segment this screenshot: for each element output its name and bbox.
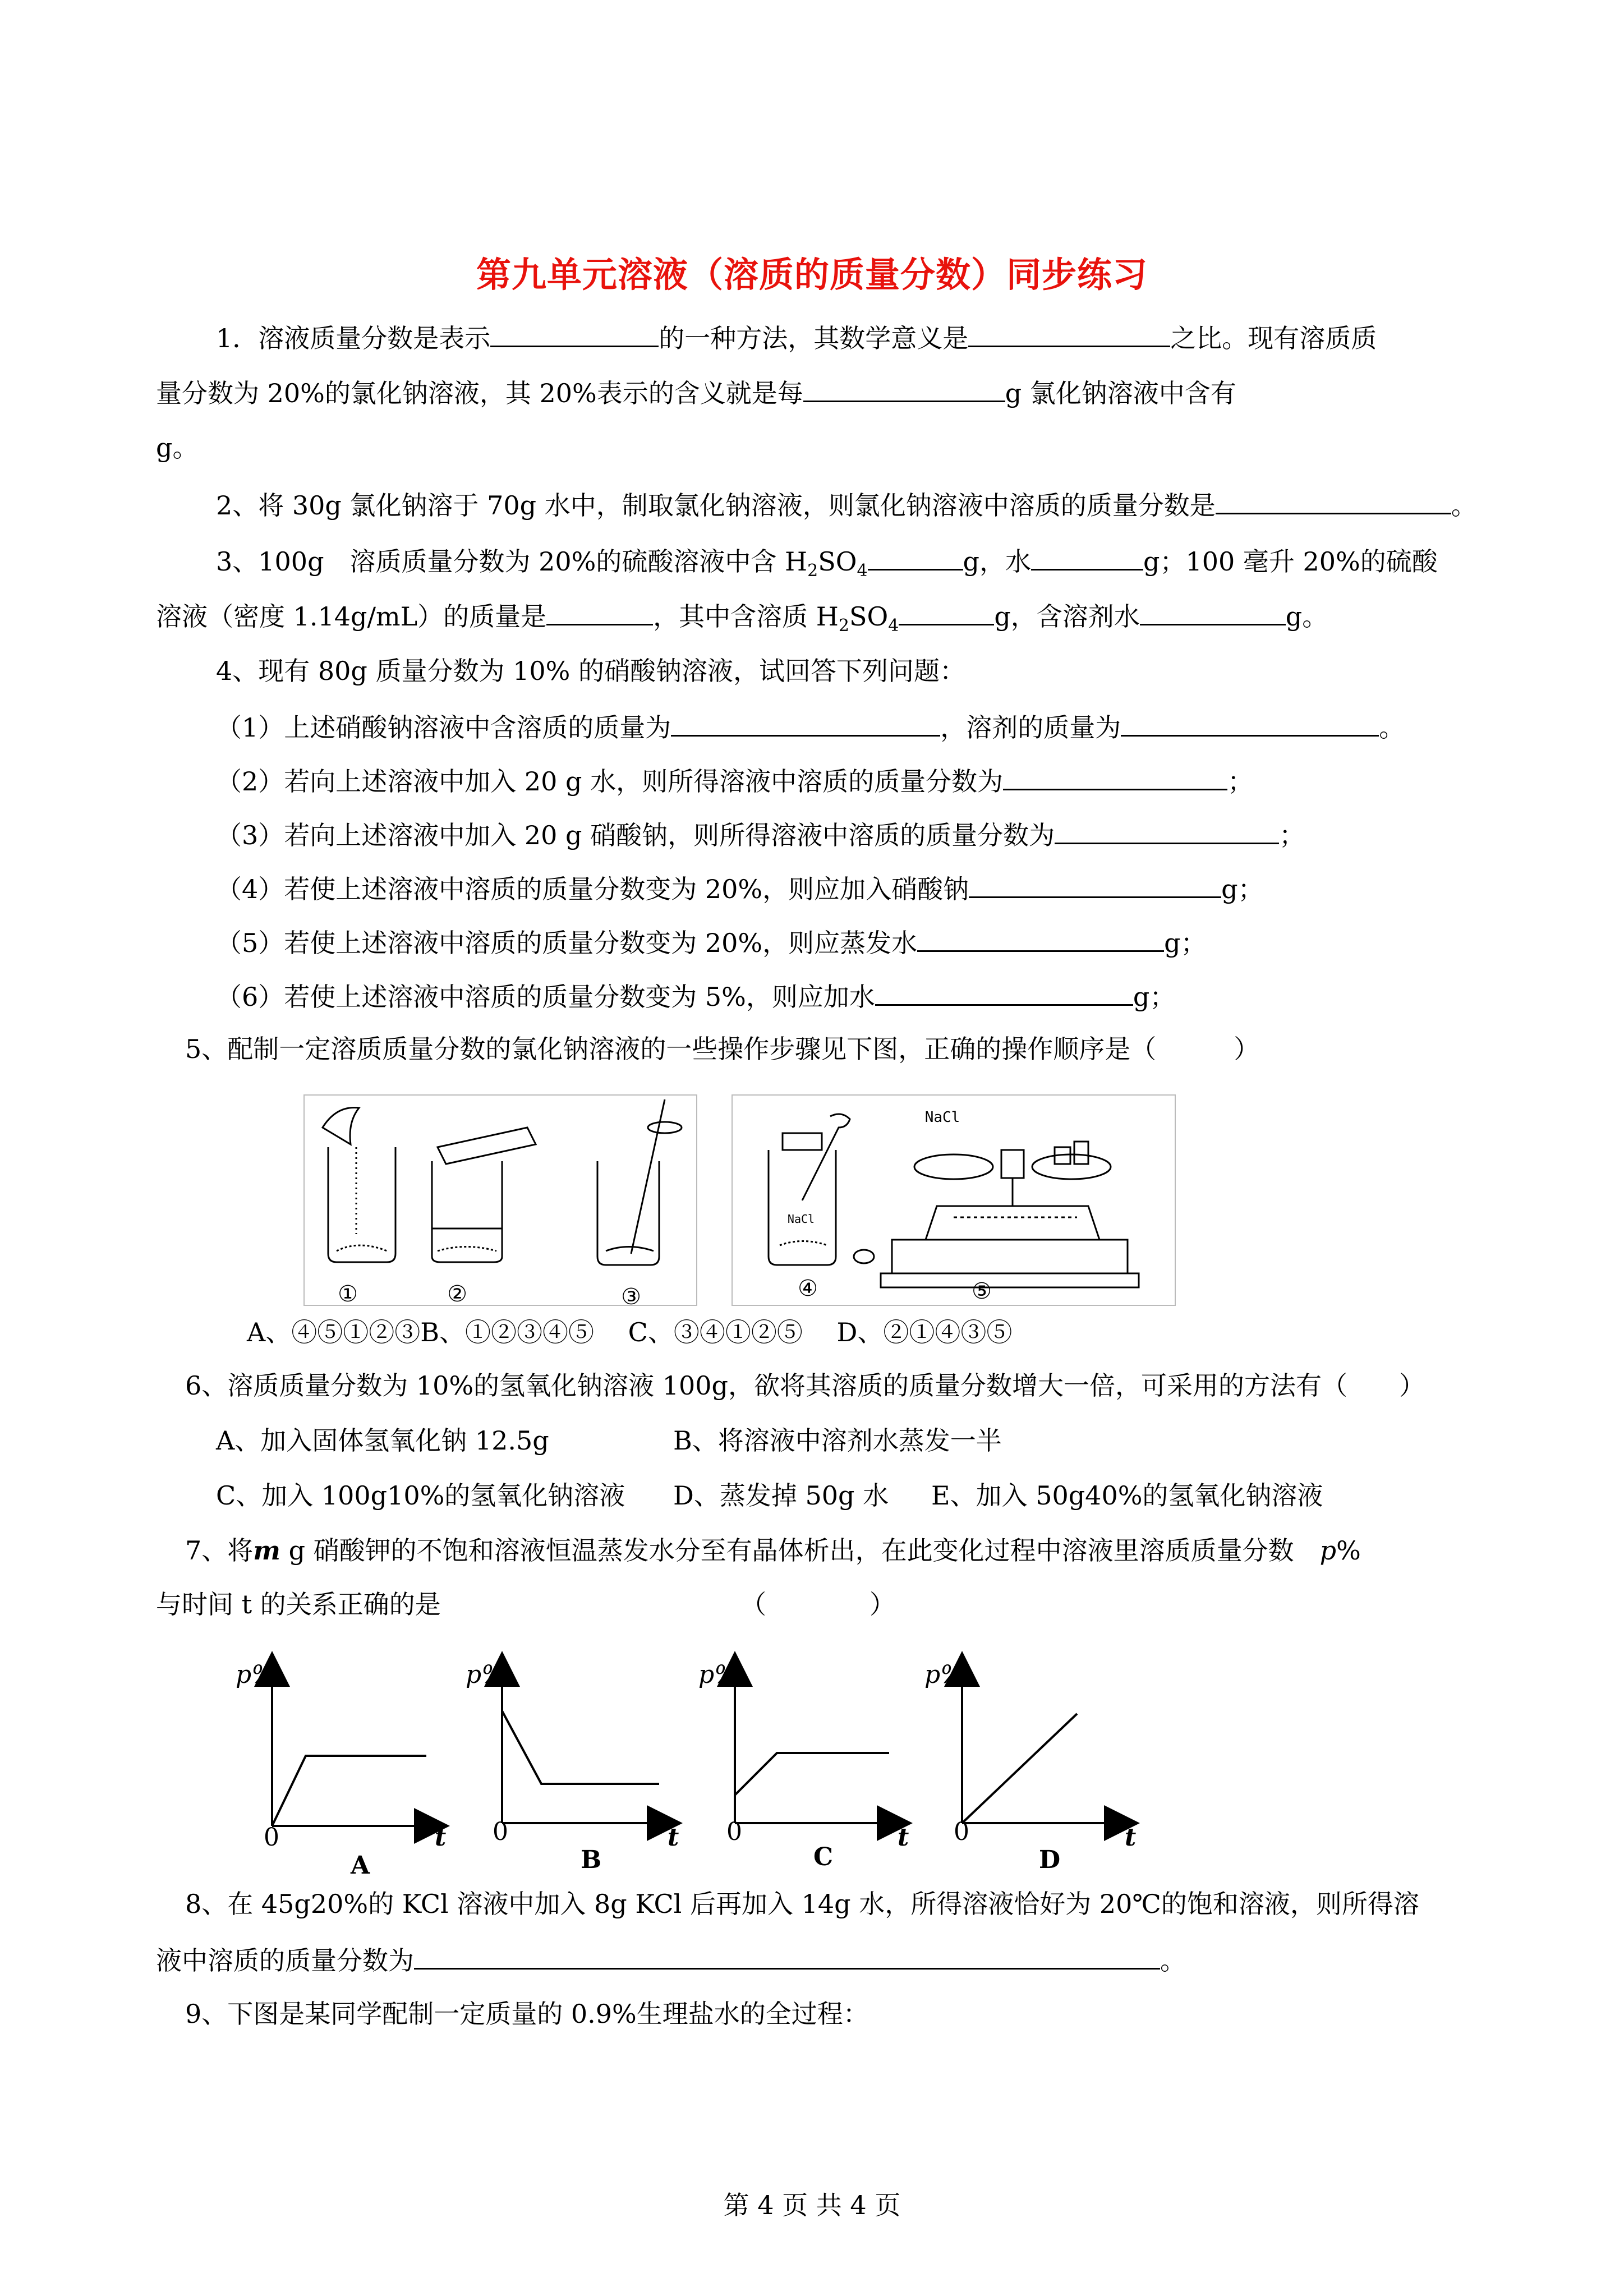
q7-line2: 与时间 t 的关系正确的是: [156, 1589, 441, 1619]
blank: [1055, 817, 1279, 844]
q6-option-b: B、将溶液中溶剂水蒸发一半: [673, 1425, 1002, 1456]
figure-label-5: ⑤: [972, 1278, 992, 1304]
blank: [1216, 487, 1451, 514]
graph-b-curve: [502, 1711, 659, 1784]
q7-graphs: [224, 1644, 1178, 1885]
graph-a-origin: 0: [264, 1823, 279, 1852]
q5-panel-left: [304, 1095, 697, 1305]
balance-scale-icon: [881, 1142, 1139, 1287]
q7-paren: （ ）: [740, 1589, 895, 1619]
page-title: 第九单元溶液（溶质的质量分数）同步练习: [476, 254, 1148, 295]
q6-options-row2: [216, 1479, 625, 1512]
graph-c-ylabel: p%: [698, 1660, 738, 1689]
q6-option-d: D、蒸发掉 50g 水: [673, 1480, 889, 1511]
blank: [546, 598, 653, 625]
q5-stem: 5、配制一定溶质质量分数的氯化钠溶液的一些操作步骤见下图，正确的操作顺序是（ ）: [185, 1034, 1260, 1064]
q7-line1: 7、将m g 硝酸钾的不饱和溶液恒温蒸发水分至有晶体析出，在此变化过程中溶液里溶质质量分数 p%: [185, 1535, 1361, 1566]
graph-c-curve: [735, 1753, 889, 1795]
q3-line1: 3、100g 溶质质量分数为 20%的硫酸溶液中含 $H_2SO_4$ g，水 g；100 毫升 20%的硫酸: [216, 543, 1438, 588]
q2-line: 2、将 30g 氯化钠溶于 70g 水中，制取氯化钠溶液，则氯化钠溶液中溶质的质量分数是 。: [216, 487, 1477, 522]
q1-line1: 1．溶液质量分数是表示 的一种方法，其数学意义是 之比。现有溶质质: [216, 320, 1377, 355]
q4-sub6: （6）若使上述溶液中溶质的质量分数变为 5%，则应加水 g；: [216, 978, 1175, 1014]
q5-options: A、④⑤①②③B、①②③④⑤ C、③④①②⑤ D、②①④③⑤: [247, 1317, 1013, 1347]
blank: [1140, 598, 1286, 625]
graph-d-origin: 0: [954, 1818, 969, 1846]
q6-stem: 6、溶质质量分数为 10%的氢氧化钠溶液 100g，欲将其溶质的质量分数增大一倍，可采用的方法有（ ）: [185, 1370, 1425, 1401]
blank: [969, 871, 1221, 898]
beaker-stir-icon: [597, 1099, 682, 1265]
beaker-pour-solid-icon: [323, 1107, 395, 1262]
graph-b-origin: 0: [493, 1818, 508, 1846]
graph-a-ylabel: p%: [236, 1660, 275, 1689]
figure-label-4: ④: [798, 1276, 818, 1301]
q8-line2: 液中溶质的质量分数为 。: [156, 1942, 1186, 1977]
q4-sub3: （3）若向上述溶液中加入 20 g 硝酸钠，则所得溶液中溶质的质量分数为 ；: [216, 817, 1305, 852]
q9-stem: 9、下图是某同学配制一定质量的 0.9%生理盐水的全过程：: [185, 1999, 869, 2029]
beaker-pour-water-icon: [432, 1128, 536, 1262]
graph-d-label: D: [1039, 1846, 1061, 1874]
graph-c-xlabel: t: [898, 1823, 909, 1852]
figure-label-3: ③: [621, 1284, 641, 1310]
q8-line1: 8、在 45g20%的 KCl 溶液中加入 8g KCl 后再加入 14g 水，所得溶液恰好为 20℃的饱和溶液，则所得溶: [185, 1889, 1419, 1919]
bottle-nacl-label: NaCl: [787, 1212, 815, 1226]
q4-sub2: （2）若向上述溶液中加入 20 g 水，则所得溶液中溶质的质量分数为 ；: [216, 763, 1253, 798]
nacl-label: NaCl: [924, 1109, 960, 1126]
blank: [868, 543, 963, 570]
q4-sub5: （5）若使上述溶液中溶质的质量分数变为 20%，则应蒸发水 g；: [216, 924, 1207, 960]
blank: [1031, 543, 1143, 570]
graph-a-xlabel: t: [435, 1823, 447, 1852]
q6-option-c: C、加入 100g10%的氢氧化钠溶液: [216, 1480, 625, 1511]
blank: [899, 598, 994, 625]
q3-line2: 溶液（密度 1.14g/mL）的质量是 ，其中含溶质 $H_2SO_4$ g，含溶剂水 g。: [156, 598, 1328, 643]
graph-a-label: A: [351, 1851, 370, 1880]
blank: [803, 375, 1005, 402]
graph-b-label: B: [581, 1846, 602, 1874]
page-footer: 第 4 页 共 4 页: [723, 2190, 901, 2220]
q4-sub1: （1）上述硝酸钠溶液中含溶质的质量为 ，溶剂的质量为 。: [216, 709, 1405, 744]
q1-line3: g。: [156, 432, 199, 463]
graph-b-ylabel: p%: [466, 1660, 505, 1689]
q4-intro: 4、现有 80g 质量分数为 10% 的硝酸钠溶液，试回答下列问题：: [216, 656, 965, 686]
graph-b-xlabel: t: [668, 1823, 679, 1852]
q5-procedure-figure: [303, 1094, 1178, 1318]
graph-a-curve: [272, 1756, 426, 1826]
blank: [1121, 709, 1379, 737]
blank: [414, 1942, 1160, 1970]
q6-option-e: E、加入 50g40%的氢氧化钠溶液: [931, 1480, 1323, 1511]
graph-d-ylabel: p%: [924, 1660, 964, 1689]
blank: [671, 709, 940, 737]
blank: [490, 320, 659, 347]
reagent-bottle-icon: [769, 1114, 874, 1265]
graph-c-label: C: [813, 1843, 834, 1871]
q6-option-a: A、加入固体氢氧化钠 12.5g: [216, 1425, 549, 1456]
blank: [875, 978, 1133, 1006]
figure-label-2: ②: [447, 1281, 467, 1307]
q6-options-row1: [216, 1424, 549, 1457]
figure-label-1: ①: [338, 1281, 358, 1307]
blank: [917, 924, 1164, 952]
graph-c-origin: 0: [726, 1818, 742, 1846]
graph-d-xlabel: t: [1125, 1823, 1137, 1852]
blank: [968, 320, 1170, 347]
q4-sub4: （4）若使上述溶液中溶质的质量分数变为 20%，则应加入硝酸钠 g；: [216, 871, 1264, 906]
blank: [1003, 763, 1227, 790]
q1-line2: 量分数为 20%的氯化钠溶液，其 20%表示的含义就是每 g 氯化钠溶液中含有: [156, 375, 1236, 410]
graph-d-curve: [962, 1714, 1077, 1823]
